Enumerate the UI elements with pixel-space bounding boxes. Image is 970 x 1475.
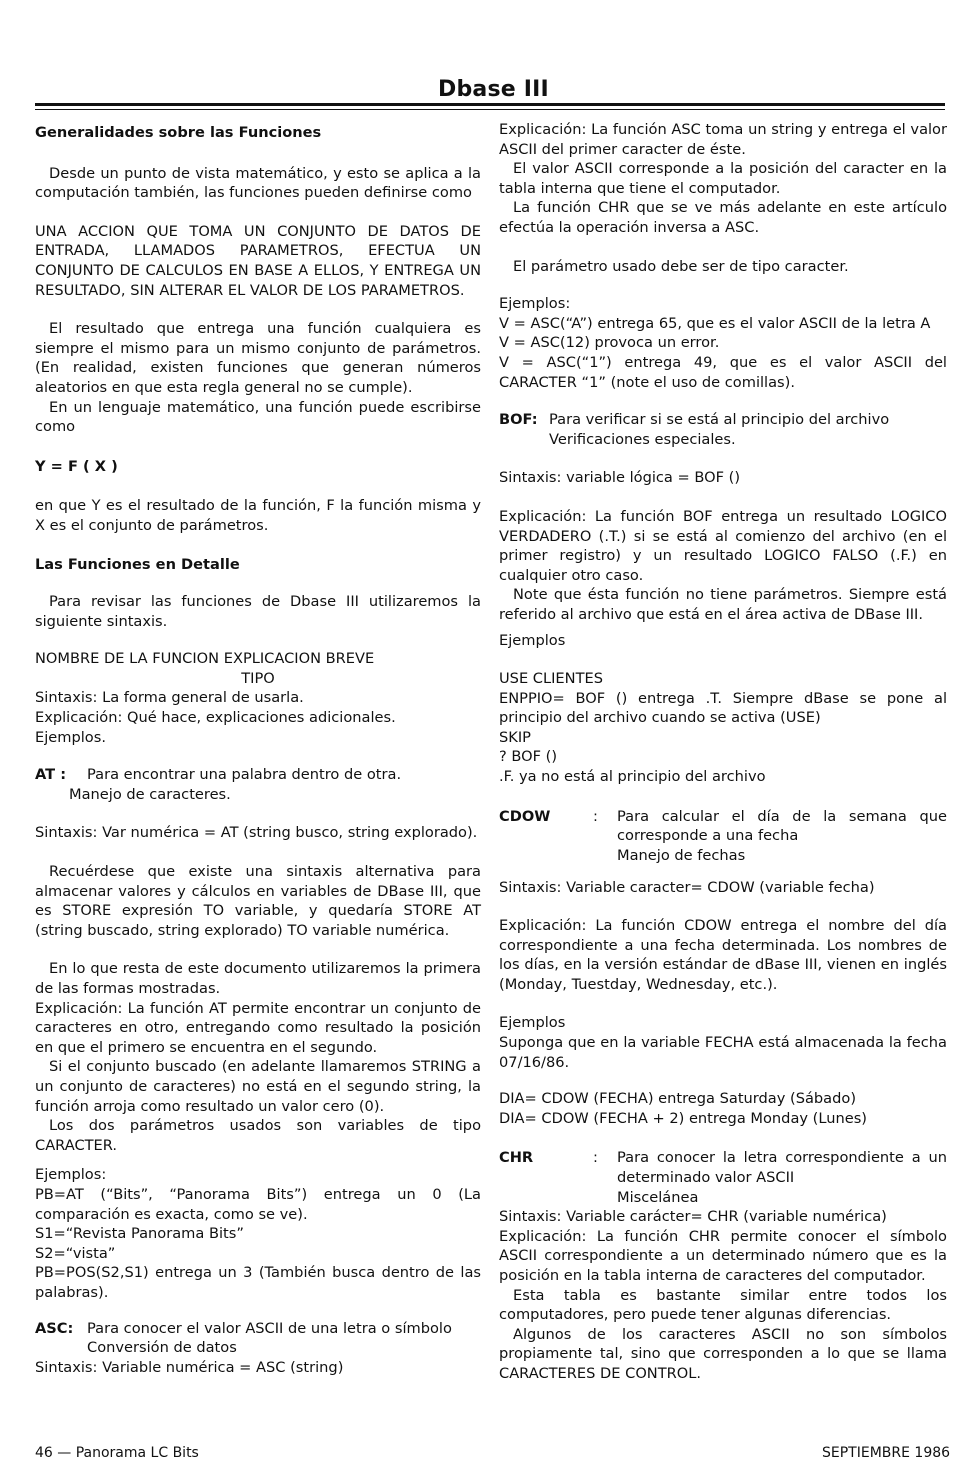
header-rule-thin [35, 109, 945, 110]
function-desc: Para calcular el día de la semana que corresponde a una fecha [617, 807, 947, 845]
footer-page-number: 46 — Panorama LC Bits [35, 1445, 199, 1461]
paragraph: Para revisar las funciones de Dbase III utilizaremos la siguiente sintaxis. [35, 593, 481, 630]
function-asc [35, 1319, 481, 1378]
paragraph: Explicación: La función CDOW entrega el nombre del día correspondiente a una fecha determinada. Los nombres de los días, en la versión estándar de dBase III, vienen en inglés (Monday, Tuestday, Wednesday, etc.). [499, 917, 947, 993]
function-syntax: Sintaxis: Var numérica = AT (string busco, string explorado). [35, 824, 478, 842]
example-line: V = ASC(“A”) entrega 65, que es el valor ASCII de la letra A [499, 314, 931, 332]
function-desc: Para conocer el valor ASCII de una letra o símbolo [87, 1319, 452, 1337]
paragraph: en que Y es el resultado de la función, F la función misma y X es el conjunto de parámetros. [35, 497, 481, 534]
example-line: PB=AT (“Bits”, “Panorama Bits”) entrega un 0 (La comparación es exacta, como se ve). [35, 1185, 481, 1223]
function-colon: : [593, 807, 598, 825]
right-column [499, 120, 947, 1383]
heading-funciones-detalle: Las Funciones en Detalle [35, 555, 240, 573]
function-label: ASC: [35, 1319, 74, 1337]
example-line: DIA= CDOW (FECHA + 2) entrega Monday (Lunes) [499, 1109, 868, 1127]
function-type: Miscelánea [617, 1188, 699, 1206]
function-syntax: Sintaxis: Variable carácter= CHR (variable numérica) [499, 1208, 887, 1226]
paragraph: Desde un punto de vista matemático, y esto se aplica a la computación también, las funciones pueden definirse como [35, 164, 481, 202]
paragraph: Explicación: La función CHR permite conocer el símbolo ASCII correspondiente a un determinado número que es la posición en la tabla interna de caracteres del computador. [499, 1227, 947, 1284]
paragraph: La función CHR que se ve más adelante en este artículo efectúa la operación inversa a ASC. [499, 199, 947, 236]
function-at [35, 765, 481, 804]
function-bof [499, 410, 947, 449]
paragraph: En lo que resta de este documento utilizaremos la primera de las formas mostradas. [35, 960, 481, 997]
example-line: PB=POS(S2,S1) entrega un 3 (También busca dentro de las palabras). [35, 1264, 481, 1301]
code-line: ENPPIO= BOF () entrega .T. Siempre dBase se pone al principio del archivo cuando se activa (USE) [499, 689, 947, 727]
paragraph: El resultado que entrega una función cualquiera es siempre el mismo para un mismo conjunto de parámetros. (En realidad, existen funciones que generan números aleatorios en que esta regla general no se cumple). [35, 320, 481, 396]
page-title: Dbase III [438, 77, 549, 102]
function-chr [499, 1148, 947, 1207]
paragraph: Si el conjunto buscado (en adelante llamaremos STRING a un conjunto de caracteres) no está en el segundo string, la función arroja como resultado un valor cero (0). [35, 1058, 481, 1115]
paragraph: Explicación: La función BOF entrega un resultado LOGICO VERDADERO (.T.) si se está al comienzo del archivo (en el primer registro) y un resultado LOGICO FALSO (.F.) en cualquier otro caso. [499, 507, 947, 584]
function-label: CHR [499, 1149, 534, 1167]
function-type: Verificaciones especiales. [549, 430, 736, 448]
function-type: Manejo de fechas [617, 846, 746, 864]
function-type: Manejo de caracteres. [69, 785, 231, 803]
syntax-line: Ejemplos. [35, 728, 106, 746]
examples-label: Ejemplos: [35, 1166, 107, 1184]
header-rule-thick [35, 103, 945, 106]
paragraph: Suponga que en la variable FECHA está almacenada la fecha 07/16/86. [499, 1033, 947, 1071]
examples-label: Ejemplos [499, 1014, 566, 1032]
paragraph: Recuérdese que existe una sintaxis alternativa para almacenar valores y cálculos en variables de DBase III, que es STORE expresión TO variable, y quedaría STORE AT (string buscado, string explorado) TO variable numérica. [35, 863, 481, 939]
examples-label: Ejemplos: [499, 295, 571, 313]
examples-label: Ejemplos [499, 632, 566, 650]
function-syntax: Sintaxis: Variable caracter= CDOW (variable fecha) [499, 879, 875, 897]
paragraph: Note que ésta función no tiene parámetros. Siempre está referido al archivo que está en el área activa de DBase III. [499, 586, 947, 623]
syntax-line: Explicación: Qué hace, explicaciones adicionales. [35, 709, 396, 727]
function-desc: Para conocer la letra correspondiente a un determinado valor ASCII [617, 1149, 947, 1186]
paragraph: Explicación: La función ASC toma un string y entrega el valor ASCII del primer caracter de éste. [499, 121, 947, 158]
function-colon: : [593, 1149, 598, 1167]
code-line: SKIP [499, 728, 531, 746]
formula: Y = F ( X ) [35, 457, 118, 475]
example-line: DIA= CDOW (FECHA) entrega Saturday (Sábado) [499, 1090, 857, 1108]
example-line: S2=“vista” [35, 1244, 116, 1262]
syntax-line: TIPO [241, 669, 275, 687]
heading-generalidades: Generalidades sobre las Funciones [35, 124, 322, 141]
syntax-line: NOMBRE DE LA FUNCION EXPLICACION BREVE [35, 650, 375, 668]
paragraph: Esta tabla es bastante similar entre todos los computadores, pero puede tener algunas diferencias. [499, 1286, 947, 1324]
function-label: CDOW [499, 807, 551, 825]
left-column [35, 120, 481, 1377]
code-line: .F. ya no está al principio del archivo [499, 768, 766, 786]
function-desc: Para encontrar una palabra dentro de otra. [87, 766, 402, 784]
paragraph: El parámetro usado debe ser de tipo caracter. [513, 257, 849, 275]
example-line: V = ASC(“1”) entrega 49, que es el valor ASCII del CARACTER “1” (note el uso de comillas). [499, 353, 947, 391]
example-line: S1=“Revista Panorama Bits” [35, 1225, 244, 1243]
syntax-line: Sintaxis: La forma general de usarla. [35, 689, 304, 707]
paragraph: Algunos de los caracteres ASCII no son símbolos propiamente tal, sino que corresponden a lo que se llama CARACTERES DE CONTROL. [499, 1325, 947, 1382]
paragraph: Los dos parámetros usados son variables de tipo CARACTER. [35, 1117, 481, 1154]
function-label: AT : [35, 766, 67, 784]
function-syntax: Sintaxis: Variable numérica = ASC (string) [35, 1358, 344, 1376]
paragraph: El valor ASCII corresponde a la posición del caracter en la tabla interna que tiene el computador. [499, 160, 947, 197]
code-line: ? BOF () [499, 748, 558, 766]
paragraph: UNA ACCION QUE TOMA UN CONJUNTO DE DATOS DE ENTRADA, LLAMADOS PARAMETROS, EFECTUA UN CONJUNTO DE CALCULOS EN BASE A ELLOS, Y ENTREGA UN RESULTADO, SIN ALTERAR EL VALOR DE LOS PARAMETROS. [35, 222, 481, 299]
paragraph: Explicación: La función AT permite encontrar un conjunto de caracteres en otro, entregando como resultado la posición en que el primero se encuentra en el segundo. [35, 999, 481, 1056]
function-cdow [499, 807, 947, 866]
code-line: USE CLIENTES [499, 670, 603, 688]
footer-date: SEPTIEMBRE 1986 [822, 1445, 951, 1461]
function-type: Conversión de datos [87, 1339, 237, 1357]
function-label: BOF: [499, 411, 538, 429]
function-desc: Para verificar si se está al principio del archivo [549, 411, 890, 429]
paragraph: En un lenguaje matemático, una función puede escribirse como [35, 398, 481, 436]
function-syntax: Sintaxis: variable lógica = BOF () [499, 469, 741, 487]
example-line: V = ASC(12) provoca un error. [499, 334, 720, 352]
